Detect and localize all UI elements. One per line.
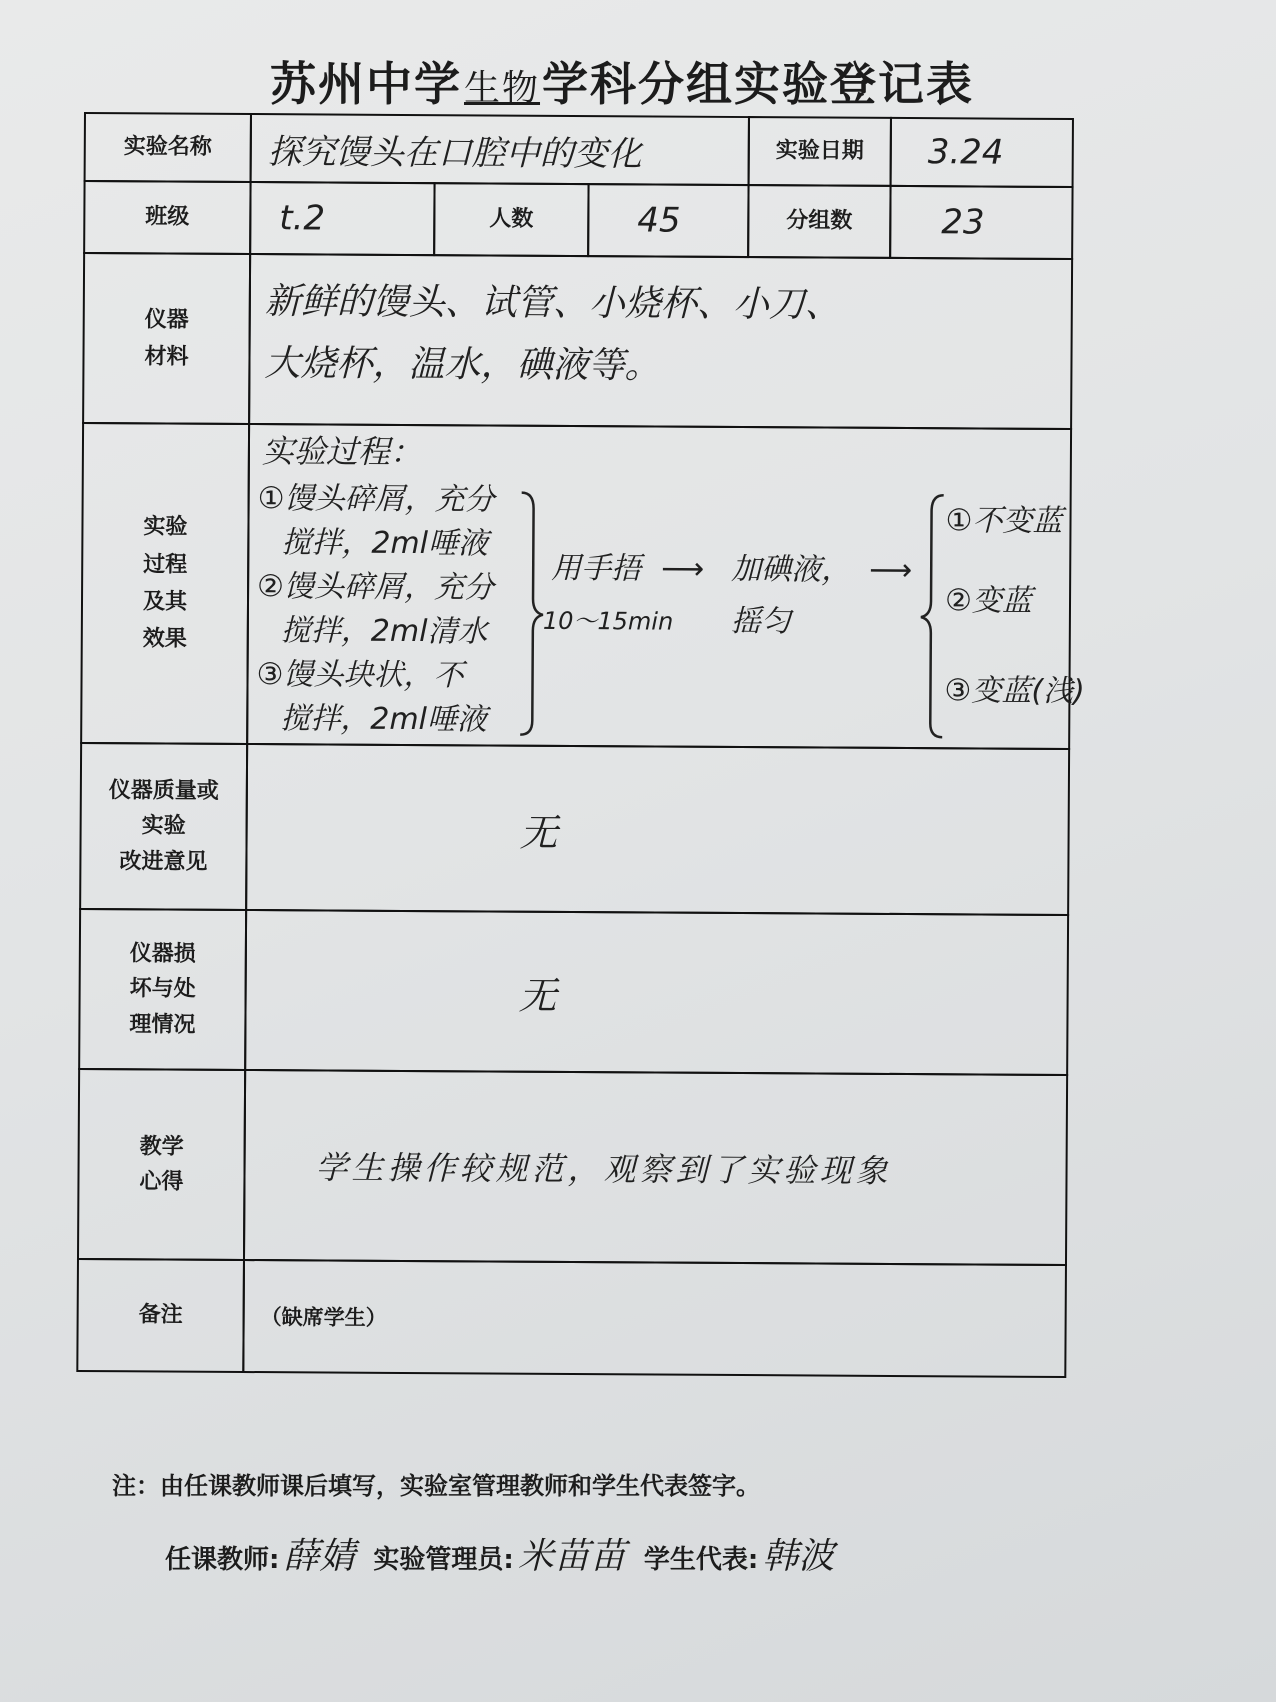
quality-label: 仪器质量或 实验 改进意见 [79,742,248,911]
process-heading: 实验过程： [261,432,423,472]
experiment-name-value: 探究馒头在口腔中的变化 [250,113,750,186]
left-brace-icon [916,491,948,741]
step-3b: 搅拌，2ml唾液 [280,701,488,738]
student-label: 学生代表: [643,1545,759,1575]
result-1: ①不变蓝 [945,503,1063,539]
class-label: 班级 [83,180,251,255]
experiment-date-label: 实验日期 [748,116,892,187]
remarks-value: （缺席学生） [242,1259,1067,1378]
groups-label: 分组数 [747,184,891,259]
signature-row [165,1528,1065,1579]
count-label: 人数 [433,182,589,257]
remarks-label: 备注 [76,1258,245,1373]
arrow-icon: ⟶ [661,551,705,587]
process-label: 实验 过程 及其 效果 [80,422,250,745]
step-2b: 搅拌，2ml清水 [280,613,488,650]
groups-value: 23 [889,185,1073,260]
registration-form-table [76,112,1156,1452]
teacher-signature: 薛婧 [283,1536,356,1577]
process-steps [256,477,495,742]
title-suffix: 学科分组实验登记表 [542,57,975,111]
result-2: ②变蓝 [944,583,1033,619]
damage-label: 仪器损 坏与处 理情况 [78,908,247,1071]
teaching-value: 学生操作较规范，观察到了实验现象 [243,1069,1068,1266]
student-signature: 韩波 [762,1536,835,1577]
process-middle-2: 10～15min [542,606,674,636]
experiment-name-label: 实验名称 [84,112,252,183]
title-prefix: 苏州中学 [270,57,462,111]
process-middle-1: 用手捂 [551,550,642,587]
arrow-icon: ⟶ [869,552,913,589]
form-title [270,48,990,114]
title-subject: 生物 [464,68,541,109]
admin-label: 实验管理员: [373,1545,514,1575]
step-3a: ③馒头块状，不 [256,657,464,694]
count-value: 45 [587,183,749,258]
materials-value [248,253,1073,430]
process-content [246,423,1085,750]
damage-value: 无 [244,909,1069,1076]
step-2a: ②馒头碎屑，充分 [256,569,495,606]
teaching-label: 教学 心得 [77,1068,246,1261]
admin-signature: 米苗苗 [517,1536,626,1577]
materials-label: 仪器 材料 [82,252,251,425]
step-1b: 搅拌，2ml唾液 [281,525,489,562]
process-middle-4: 摇匀 [730,603,792,640]
class-value: t.2 [249,181,435,256]
materials-line-2: 大烧杯，温水，碘液等。 [264,343,661,387]
materials-line-1: 新鲜的馒头、试管、小烧杯、小刀、 [264,281,841,326]
step-1a: ①馒头碎屑，充分 [257,481,495,518]
experiment-date-value: 3.24 [890,117,1074,188]
teacher-label: 任课教师: [165,1545,280,1575]
quality-value: 无 [245,743,1070,916]
footnote: 注：由任课教师课后填写，实验室管理教师和学生代表签字。 [112,1472,760,1500]
process-middle-3: 加碘液， [731,551,852,588]
result-3: ③变蓝(浅) [944,673,1085,710]
